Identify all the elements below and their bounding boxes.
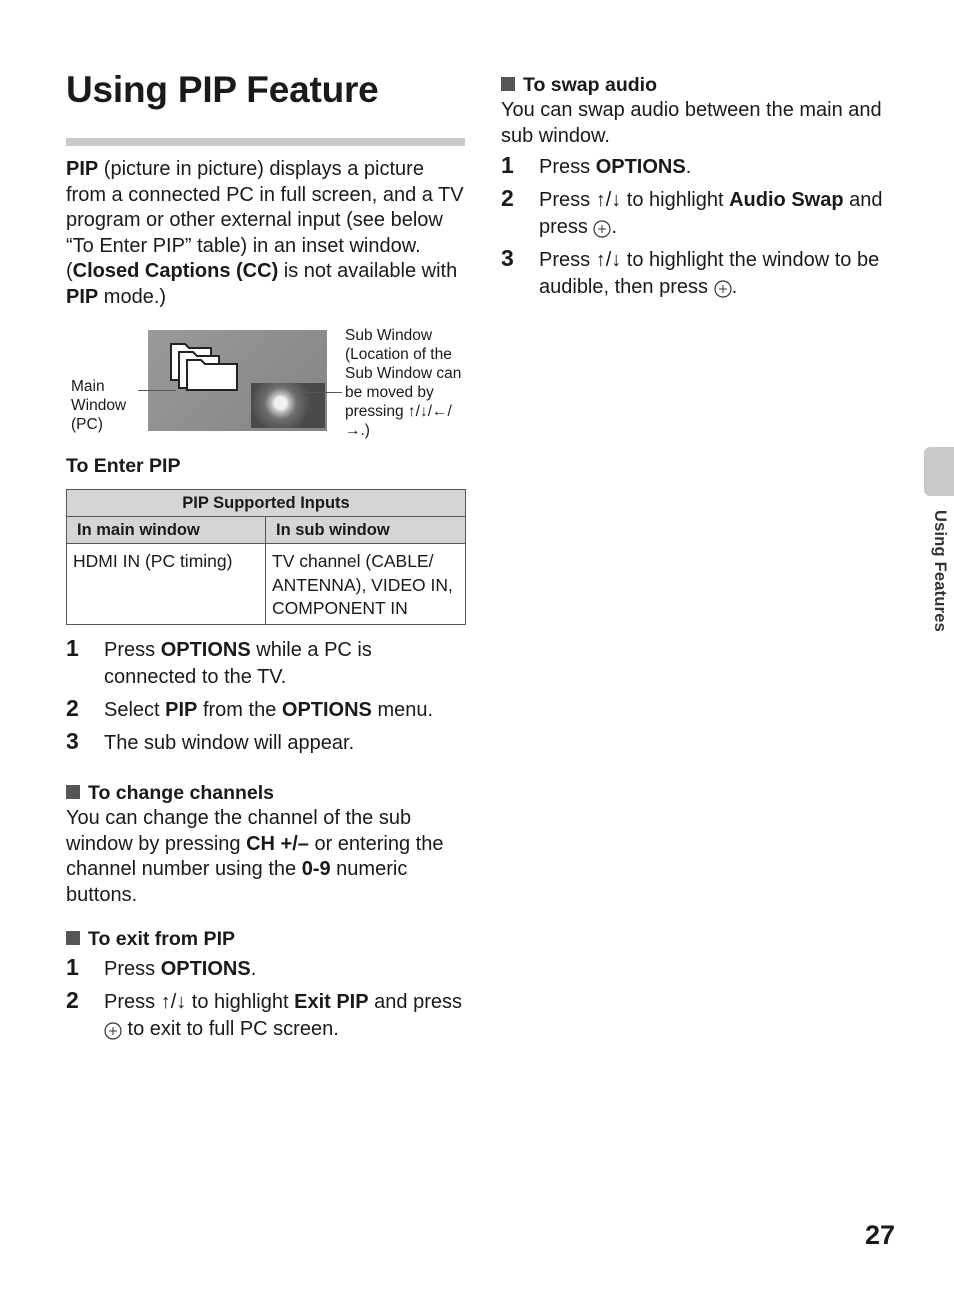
pip-diagram	[66, 329, 466, 439]
table-cell-main: HDMI IN (PC timing)	[67, 544, 266, 625]
change-text: or entering the channel number using the	[66, 832, 444, 880]
step-text: Press	[539, 189, 596, 211]
step-number: 1	[66, 954, 79, 980]
step-bold: Audio Swap	[729, 189, 844, 211]
step-text: Press	[539, 249, 596, 271]
step-item	[66, 989, 466, 1043]
page-number: 27	[865, 1220, 896, 1250]
step-text: while a PC is connected to the TV.	[104, 639, 372, 688]
sub-window-label: Sub Window (Location of the Sub Window can be moved by pressing ↑/↓/←/→.)	[345, 327, 462, 439]
step-item	[66, 730, 466, 757]
step-number: 1	[66, 635, 79, 661]
step-number: 2	[501, 185, 514, 211]
change-bold: CH +/–	[246, 832, 309, 855]
change-channels-paragraph	[66, 806, 466, 908]
table-cell-sub: TV channel (CABLE/ ANTENNA), VIDEO IN, COMPONENT IN	[266, 544, 466, 625]
step-text: Press	[104, 991, 161, 1013]
change-channels-heading	[66, 780, 274, 806]
step-text: and press	[539, 189, 883, 238]
step-bold: OPTIONS	[595, 156, 686, 178]
title-rule	[66, 138, 465, 146]
step-number: 2	[66, 987, 79, 1013]
enter-steps	[66, 637, 466, 757]
exit-heading-text: To exit from PIP	[88, 928, 235, 950]
step-text: from the	[197, 699, 282, 721]
table-header-main: In main window	[67, 517, 266, 544]
step-text: .	[250, 958, 257, 980]
enter-button-icon	[593, 220, 611, 238]
step-item	[501, 187, 886, 241]
step-item	[66, 956, 466, 983]
sub-window-image	[251, 383, 325, 428]
step-text: .	[685, 156, 692, 178]
table-header-sub: In sub window	[266, 517, 466, 544]
exit-steps	[66, 956, 466, 1043]
step-bold: Exit PIP	[294, 991, 369, 1013]
intro-text-3: mode.)	[98, 285, 167, 308]
step-number: 3	[66, 728, 79, 754]
sub-leader-line	[306, 392, 342, 393]
change-text: You can change the channel of the sub window by pressing	[66, 807, 412, 855]
page-title: Using PIP Feature	[66, 69, 379, 110]
step-text: Select	[104, 699, 166, 721]
main-window-screen	[148, 330, 327, 431]
swap-audio-paragraph: You can swap audio between the main and sub window.	[501, 99, 882, 147]
swap-steps	[501, 154, 886, 301]
swap-heading-text: To swap audio	[523, 74, 657, 96]
step-text: menu.	[371, 699, 434, 721]
pip-inputs-table	[66, 489, 466, 625]
up-down-arrows-icon: ↑/↓	[595, 249, 622, 271]
step-number: 2	[66, 695, 79, 721]
up-down-arrows-icon: ↑/↓	[595, 189, 622, 211]
step-bold: OPTIONS	[160, 639, 251, 661]
folder-icon	[168, 338, 240, 394]
step-item	[66, 697, 466, 724]
change-heading-text: To change channels	[88, 782, 275, 804]
table-row	[67, 544, 466, 625]
step-text: to highlight	[186, 991, 295, 1013]
up-down-arrows-icon: ↑/↓	[160, 991, 187, 1013]
enter-button-icon	[714, 280, 732, 298]
step-number: 3	[501, 245, 514, 271]
swap-audio-heading	[501, 72, 657, 98]
intro-cc-term: Closed Captions (CC)	[72, 260, 279, 282]
step-text: .	[731, 276, 738, 298]
step-bold: OPTIONS	[281, 699, 372, 721]
step-text: Press	[104, 639, 161, 661]
step-text: and press	[368, 991, 462, 1013]
table-caption: PIP Supported Inputs	[67, 490, 466, 517]
step-item	[501, 154, 886, 181]
intro-text-2: is not available with	[278, 260, 458, 282]
step-item	[66, 637, 466, 691]
step-text: to highlight	[621, 189, 730, 211]
step-item	[501, 247, 886, 301]
change-bold: 0-9	[301, 858, 331, 880]
step-number: 1	[501, 152, 514, 178]
left-column	[66, 66, 466, 1040]
intro-pip-term: PIP	[66, 158, 99, 180]
step-text: to highlight the window to be audible, then press	[539, 249, 880, 298]
step-bold: PIP	[165, 699, 198, 721]
enter-pip-heading: To Enter PIP	[66, 455, 181, 477]
intro-text-1: (picture in picture) displays a picture from a connected PC in full screen, and a TV program or other external input (see below “To Enter PIP” table) in an inset window. (	[66, 158, 464, 282]
intro-pip-term-2: PIP	[66, 285, 99, 308]
main-window-label: Main Window (PC)	[71, 378, 127, 433]
square-bullet-icon	[66, 931, 80, 945]
exit-pip-heading	[66, 926, 235, 952]
step-text: Press	[104, 958, 161, 980]
section-tab	[924, 447, 954, 496]
section-tab-label: Using Features	[931, 510, 949, 632]
step-bold: OPTIONS	[160, 958, 251, 980]
square-bullet-icon	[501, 77, 515, 91]
intro-paragraph	[66, 157, 466, 310]
step-text: .	[611, 216, 618, 238]
enter-button-icon	[104, 1022, 122, 1040]
step-text: The sub window will appear.	[104, 732, 355, 754]
square-bullet-icon	[66, 785, 80, 799]
change-text: numeric buttons.	[66, 858, 408, 906]
step-text: Press	[539, 156, 596, 178]
step-text: to exit to full PC screen.	[122, 1018, 339, 1040]
